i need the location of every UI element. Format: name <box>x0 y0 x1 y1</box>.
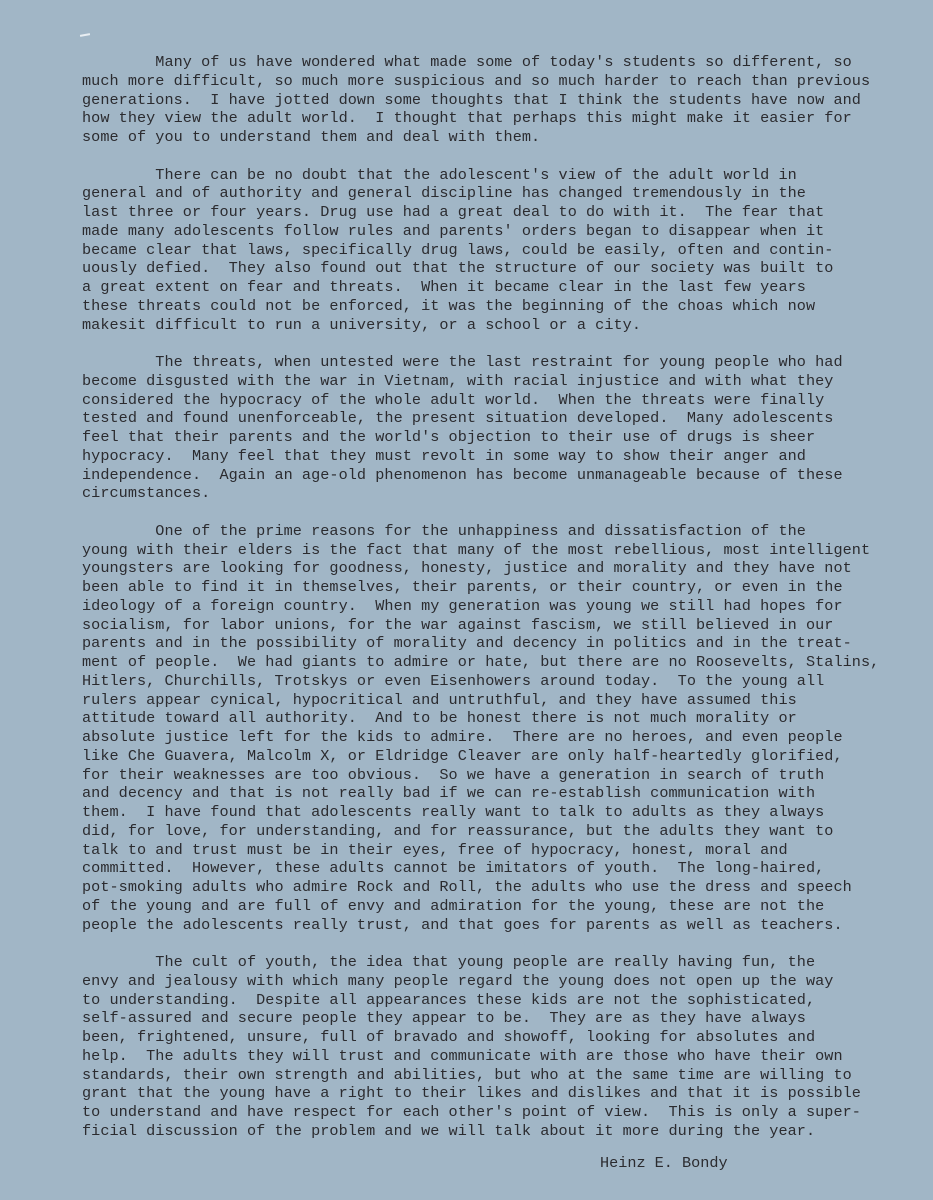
text-line: The cult of youth, the idea that young people are really having fun, the <box>82 953 816 971</box>
text-line: young with their elders is the fact that many of the most rebellious, most intelligent <box>82 540 871 559</box>
text-line: generations. I have jotted down some thoughts that I think the students have now and <box>82 90 861 109</box>
text-line: been, frightened, unsure, full of bravado and showoff, looking for absolutes and <box>82 1028 816 1046</box>
text-line: a great extent on fear and threats. When it became clear in the last few years <box>82 278 806 296</box>
text-line: became clear that laws, specifically drug laws, could be easily, often and contin- <box>82 240 834 259</box>
text-line: general and of authority and general discipline has changed tremendously in the <box>82 184 806 203</box>
text-line: hypocracy. Many feel that they must revolt in some way to show their anger and <box>82 446 806 465</box>
text-line: youngsters are looking for goodness, honesty, justice and morality and they have not <box>82 559 852 578</box>
text-line: rulers appear cynical, hypocritical and untruthful, and they have assumed this <box>82 690 797 709</box>
text-line: last three or four years. Drug use had a great deal to do with it. The fear that <box>82 203 825 221</box>
text-line: committed. However, these adults cannot be imitators of youth. The long-haired, <box>82 859 825 878</box>
text-line: uously defied. They also found out that the structure of our society was built to <box>82 259 834 278</box>
paragraph <box>82 53 882 147</box>
text-line: grant that the young have a right to their likes and dislikes and that it is possible <box>82 1084 861 1103</box>
text-line: them. I have found that adolescents really want to talk to adults as they always <box>82 803 825 821</box>
text-line: of the young and are full of envy and admiration for the young, these are not the <box>82 896 825 915</box>
paragraph <box>82 522 882 935</box>
text-line: like Che Guavera, Malcolm X, or Eldridge Cleaver are only half-heartedly glorified, <box>82 746 843 765</box>
text-line: talk to and trust must be in their eyes, free of hypocracy, honest, moral and <box>82 840 788 859</box>
signature: Heinz E. Bondy <box>600 1154 728 1172</box>
text-line: help. The adults they will trust and communicate with are those who have their own <box>82 1046 843 1065</box>
text-line: ideology of a foreign country. When my generation was young we still had hopes for <box>82 596 843 615</box>
text-line: how they view the adult world. I thought that perhaps this might make it easier for <box>82 109 852 128</box>
text-line: standards, their own strength and abilities, but who at the same time are willing to <box>82 1065 852 1084</box>
text-line: self-assured and secure people they appear to be. They are as they have always <box>82 1009 806 1028</box>
text-line: absolute justice left for the kids to admire. There are no heroes, and even people <box>82 728 843 746</box>
text-line: Hitlers, Churchills, Trotskys or even Eisenhowers around today. To the young all <box>82 671 825 690</box>
text-line: socialism, for labor unions, for the war against fascism, we still believed in our <box>82 615 834 634</box>
text-line: Many of us have wondered what made some of today's students so different, so <box>82 53 852 71</box>
text-line: tested and found unenforceable, the present situation developed. Many adolescents <box>82 409 834 428</box>
text-line: did, for love, for understanding, and for reassurance, but the adults they want to <box>82 821 834 840</box>
paragraph <box>82 353 882 503</box>
text-line: attitude toward all authority. And to be honest there is not much morality or <box>82 709 797 728</box>
text-line: independence. Again an age-old phenomenon has become unmanageable because of these <box>82 465 843 484</box>
text-line: much more difficult, so much more suspicious and so much harder to reach than previous <box>82 71 871 90</box>
text-line: to understand and have respect for each other's point of view. This is only a super- <box>82 1103 861 1121</box>
text-line: people the adolescents really trust, and that goes for parents as well as teachers. <box>82 915 843 934</box>
paragraph <box>82 166 882 335</box>
text-line: parents and in the possibility of morality and decency in politics and in the treat- <box>82 634 852 653</box>
text-line: become disgusted with the war in Vietnam, with racial injustice and with what they <box>82 371 834 390</box>
document-body <box>82 53 882 1159</box>
text-line: There can be no doubt that the adolescent's view of the adult world in <box>82 165 797 184</box>
paragraph <box>82 953 882 1141</box>
text-line: The threats, when untested were the last restraint for young people who had <box>82 353 843 371</box>
text-line: envy and jealousy with which many people regard the young does not open up the way <box>82 971 834 990</box>
text-line: circumstances. <box>82 484 211 503</box>
text-line: makesit difficult to run a university, or a school or a city. <box>82 315 642 334</box>
text-line: been able to find it in themselves, their parents, or their country, or even in the <box>82 578 843 596</box>
text-line: these threats could not be enforced, it was the beginning of the choas which now <box>82 296 816 315</box>
text-line: some of you to understand them and deal with them. <box>82 128 541 146</box>
text-line: pot-smoking adults who admire Rock and Roll, the adults who use the dress and speech <box>82 878 852 896</box>
text-line: One of the prime reasons for the unhappiness and dissatisfaction of the <box>82 521 806 540</box>
text-line: feel that their parents and the world's objection to their use of drugs is sheer <box>82 428 816 446</box>
text-line: and decency and that is not really bad if we can re-establish communication with <box>82 784 816 803</box>
text-line: ment of people. We had giants to admire or hate, but there are no Roosevelts, Stalins, <box>82 653 880 671</box>
text-line: ficial discussion of the problem and we will talk about it more during the year. <box>82 1121 816 1140</box>
text-line: for their weaknesses are too obvious. So we have a generation in search of truth <box>82 765 825 784</box>
text-line: to understanding. Despite all appearances these kids are not the sophisticated, <box>82 990 816 1009</box>
paper-mark <box>80 33 90 37</box>
text-line: made many adolescents follow rules and parents' orders began to disappear when it <box>82 221 825 240</box>
text-line: considered the hypocracy of the whole adult world. When the threats were finally <box>82 390 825 409</box>
